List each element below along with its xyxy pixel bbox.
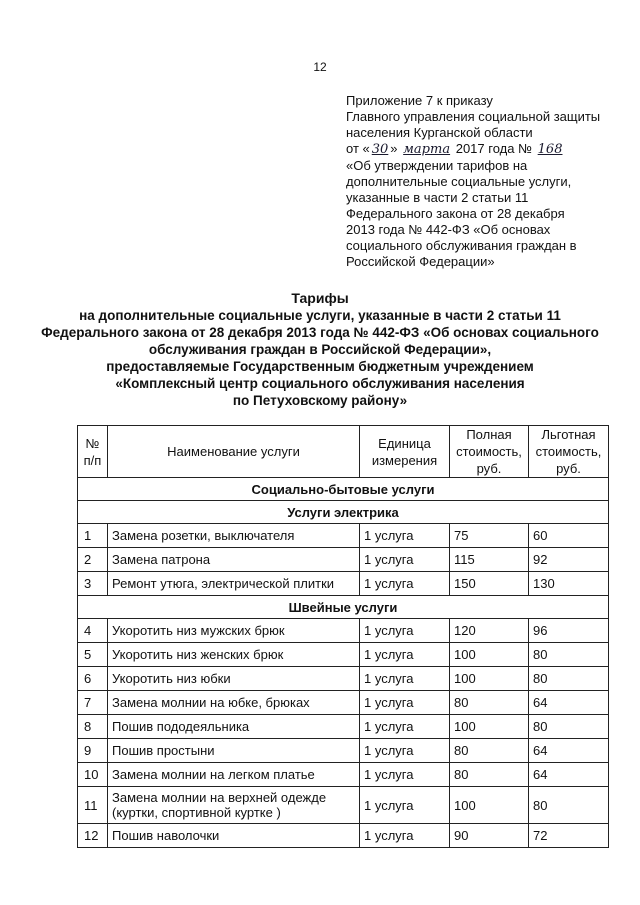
cell-full-cost: 100 (450, 715, 529, 739)
cell-num: 9 (78, 739, 108, 763)
page-number: 12 (313, 60, 327, 74)
title-line: обслуживания граждан в Российской Федерации», (148, 342, 492, 357)
appendix-line: «Об утверждении тарифов на (346, 158, 528, 173)
cell-unit: 1 услуга (360, 739, 450, 763)
section-sewing: Швейные услуги (78, 596, 609, 619)
title-line: на дополнительные социальные услуги, указанные в части 2 статьи 11 (79, 308, 561, 323)
table-row (78, 524, 609, 548)
table-row (78, 548, 609, 572)
appendix-line: 2013 года № 442-ФЗ «Об основах (346, 222, 551, 237)
title-line: по Петуховскому району» (232, 393, 408, 408)
title-line: «Комплексный центр социального обслуживания населения (115, 376, 525, 391)
cell-full-cost: 150 (450, 572, 529, 596)
cell-unit: 1 услуга (360, 691, 450, 715)
cell-discount-cost: 64 (529, 763, 609, 787)
cell-name: Пошив простыни (108, 739, 360, 763)
cell-unit: 1 услуга (360, 715, 450, 739)
cell-num: 8 (78, 715, 108, 739)
cell-unit: 1 услуга (360, 667, 450, 691)
cell-num: 10 (78, 763, 108, 787)
appendix-date-line (346, 141, 616, 158)
cell-unit: 1 услуга (360, 524, 450, 548)
section-row (78, 596, 609, 619)
cell-full-cost: 100 (450, 787, 529, 824)
cell-discount-cost: 96 (529, 619, 609, 643)
table-row (78, 691, 609, 715)
cell-name: Замена розетки, выключателя (108, 524, 360, 548)
cell-full-cost: 80 (450, 763, 529, 787)
cell-unit: 1 услуга (360, 763, 450, 787)
table-row (78, 763, 609, 787)
cell-full-cost: 80 (450, 739, 529, 763)
cell-num: 3 (78, 572, 108, 596)
cell-num: 7 (78, 691, 108, 715)
cell-num: 4 (78, 619, 108, 643)
date-day-handwritten: 30 (371, 142, 389, 157)
table-row (78, 824, 609, 848)
table-row (78, 572, 609, 596)
cell-num: 2 (78, 548, 108, 572)
appendix-line: указанные в части 2 статьи 11 (346, 190, 529, 205)
title-heading: Тарифы (291, 290, 349, 306)
date-month-handwritten: марта (403, 142, 451, 157)
cell-name: Замена молнии на верхней одежде (куртки, спортивной куртке ) (108, 787, 360, 824)
cell-full-cost: 115 (450, 548, 529, 572)
date-year-text: 2017 года № (455, 141, 533, 156)
cell-num: 5 (78, 643, 108, 667)
cell-unit: 1 услуга (360, 787, 450, 824)
cell-name: Замена молнии на легком платье (108, 763, 360, 787)
appendix-line: Российской Федерации» (346, 254, 495, 269)
header-unit: Единица измерения (360, 426, 450, 478)
cell-discount-cost: 72 (529, 824, 609, 848)
table-row (78, 643, 609, 667)
header-discount-cost: Льготная стоимость, руб. (529, 426, 609, 478)
appendix-block (346, 93, 616, 270)
table-row (78, 619, 609, 643)
title-line: предоставляемые Государственным бюджетным учреждением (106, 359, 534, 374)
appendix-line: дополнительные социальные услуги, (346, 174, 572, 189)
cell-name: Укоротить низ юбки (108, 667, 360, 691)
cell-name: Пошив наволочки (108, 824, 360, 848)
appendix-line: социального обслуживания граждан в (346, 238, 577, 253)
tariff-table (77, 425, 609, 848)
appendix-line: Федерального закона от 28 декабря (346, 206, 565, 221)
cell-name: Пошив пододеяльника (108, 715, 360, 739)
cell-full-cost: 100 (450, 643, 529, 667)
cell-discount-cost: 92 (529, 548, 609, 572)
cell-name: Замена патрона (108, 548, 360, 572)
cell-discount-cost: 130 (529, 572, 609, 596)
table-row (78, 739, 609, 763)
table-row (78, 667, 609, 691)
appendix-line: населения Курганской области (346, 125, 533, 140)
cell-num: 6 (78, 667, 108, 691)
date-mid: » (390, 141, 398, 156)
cell-name: Укоротить низ мужских брюк (108, 619, 360, 643)
cell-name: Замена молнии на юбке, брюках (108, 691, 360, 715)
header-full-cost: Полная стоимость, руб. (450, 426, 529, 478)
section-main: Социально-бытовые услуги (78, 478, 609, 501)
cell-unit: 1 услуга (360, 643, 450, 667)
section-electric: Услуги электрика (78, 501, 609, 524)
cell-discount-cost: 80 (529, 643, 609, 667)
cell-unit: 1 услуга (360, 548, 450, 572)
cell-discount-cost: 60 (529, 524, 609, 548)
cell-num: 1 (78, 524, 108, 548)
cell-discount-cost: 80 (529, 787, 609, 824)
cell-discount-cost: 80 (529, 715, 609, 739)
header-name: Наименование услуги (108, 426, 360, 478)
document-title (40, 290, 600, 409)
date-prefix: от « (346, 141, 370, 156)
cell-discount-cost: 64 (529, 739, 609, 763)
table-header-row (78, 426, 609, 478)
section-row (78, 478, 609, 501)
section-row (78, 501, 609, 524)
cell-num: 11 (78, 787, 108, 824)
cell-discount-cost: 80 (529, 667, 609, 691)
cell-full-cost: 80 (450, 691, 529, 715)
order-number-handwritten: 168 (537, 142, 563, 157)
cell-unit: 1 услуга (360, 824, 450, 848)
appendix-line: Приложение 7 к приказу (346, 93, 493, 108)
cell-full-cost: 75 (450, 524, 529, 548)
table-row (78, 715, 609, 739)
cell-discount-cost: 64 (529, 691, 609, 715)
table-row (78, 787, 609, 824)
appendix-line: Главного управления социальной защиты (346, 109, 601, 124)
cell-full-cost: 90 (450, 824, 529, 848)
cell-full-cost: 120 (450, 619, 529, 643)
cell-name: Укоротить низ женских брюк (108, 643, 360, 667)
cell-unit: 1 услуга (360, 572, 450, 596)
title-line: Федерального закона от 28 декабря 2013 года № 442-ФЗ «Об основах социального (41, 325, 599, 340)
cell-name: Ремонт утюга, электрической плитки (108, 572, 360, 596)
cell-num: 12 (78, 824, 108, 848)
cell-full-cost: 100 (450, 667, 529, 691)
cell-unit: 1 услуга (360, 619, 450, 643)
header-num: № п/п (78, 426, 108, 478)
